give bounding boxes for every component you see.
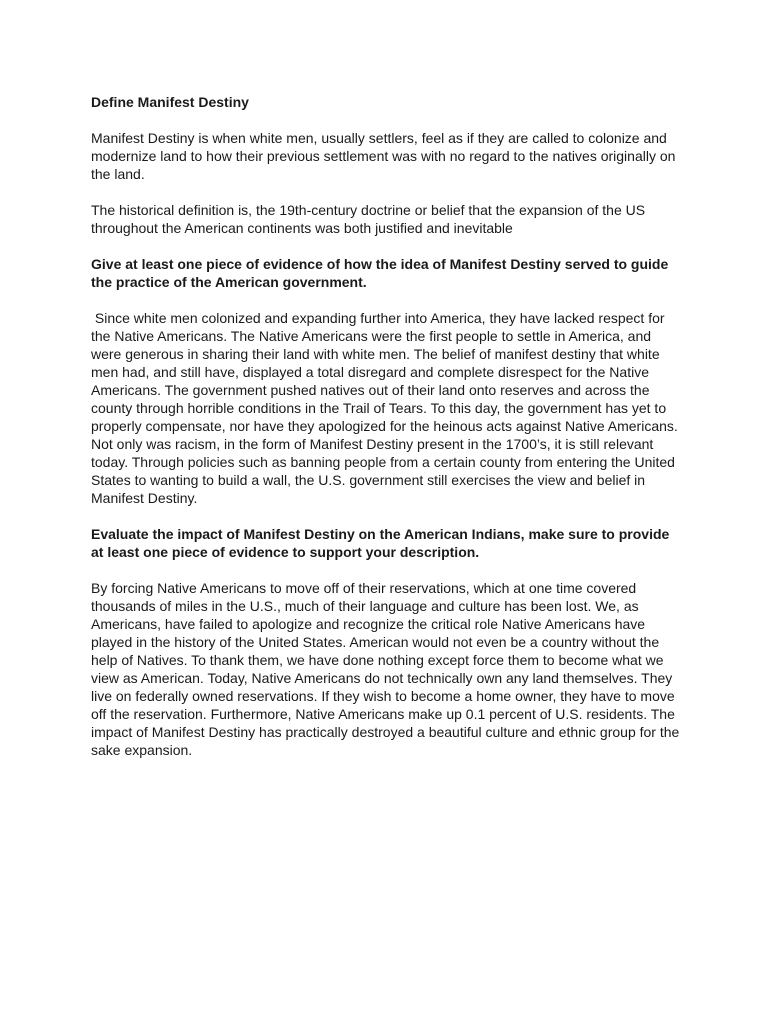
document-page <box>91 93 681 759</box>
heading-define-manifest-destiny: Define Manifest Destiny <box>91 94 249 110</box>
paragraph-historical-definition: The historical definition is, the 19th-century doctrine or belief that the expansion of the US throughout the American continents was both justified and inevitable <box>91 202 646 236</box>
paragraph-definition: Manifest Destiny is when white men, usually settlers, feel as if they are called to colonize and modernize land to how their previous settlement was with no regard to the natives originally on the land. <box>91 130 676 182</box>
heading-impact-question: Evaluate the impact of Manifest Destiny on the American Indians, make sure to provide at least one piece of evidence to support your description. <box>91 526 670 560</box>
heading-evidence-question: Give at least one piece of evidence of how the idea of Manifest Destiny served to guide the practice of the American government. <box>91 256 669 290</box>
paragraph-impact-answer: By forcing Native Americans to move off of their reservations, which at one time covered thousands of miles in the U.S., much of their language and culture has been lost. We, as Americans, have failed to apologize and recognize the critical role Native Americans have played in the history of the United States. American would not even be a country without the help of Natives. To thank them, we have done nothing except force them to become what we view as American. Today, Native Americans do not technically own any land themselves. They live on federally owned reservations. If they wish to become a home owner, they have to move off the reservation. Furthermore, Native Americans make up 0.1 percent of U.S. residents. The impact of Manifest Destiny has practically destroyed a beautiful culture and ethnic group for the sake expansion. <box>91 580 680 758</box>
paragraph-evidence-answer: Since white men colonized and expanding further into America, they have lacked respect for the Native Americans. The Native Americans were the first people to settle in America, and were generous in sharing their land with white men. The belief of manifest destiny that white men had, and still have, displayed a total disregard and complete disrespect for the Native Americans. The government pushed natives out of their land onto reserves and across the county through horrible conditions in the Trail of Tears. To this day, the government has yet to properly compensate, nor have they apologized for the heinous acts against Native Americans. Not only was racism, in the form of Manifest Destiny present in the 1700’s, it is still relevant today. Through policies such as banning people from a certain county from entering the United States to wanting to build a wall, the U.S. government still exercises the view and belief in Manifest Destiny. <box>91 310 682 506</box>
